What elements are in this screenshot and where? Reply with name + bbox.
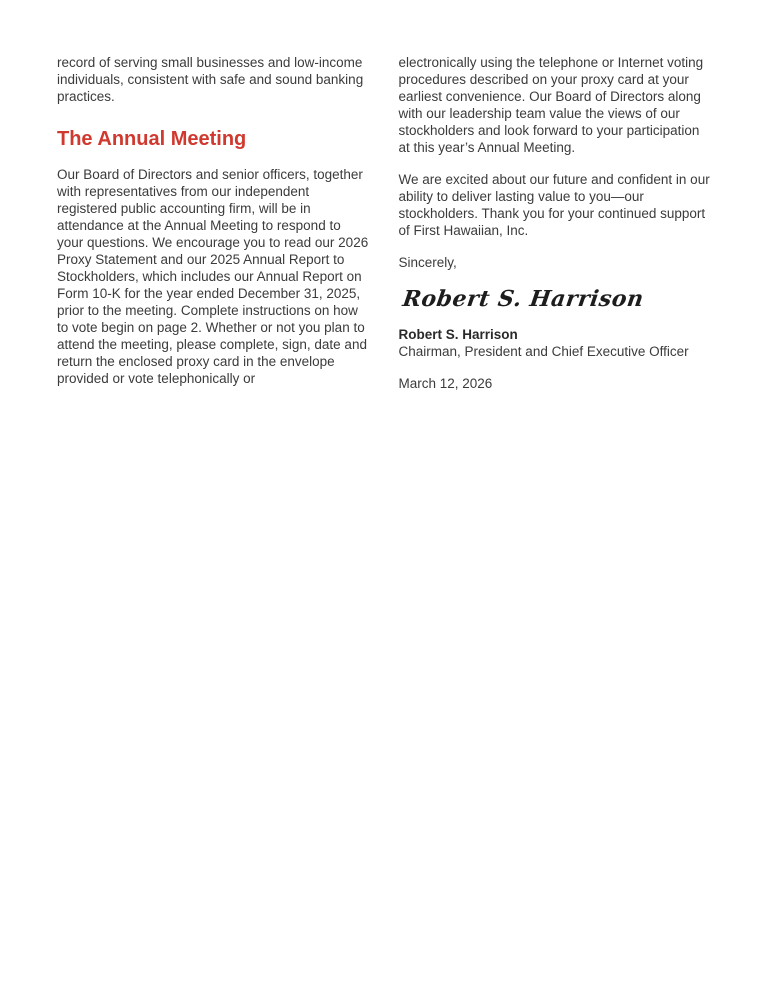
two-column-layout xyxy=(57,54,710,392)
voting-procedures-paragraph: electronically using the telephone or Internet voting procedures described on your proxy card at your earliest convenience. Our Board of Directors along with our leadership team value the views of our stockholders and look forward to your participation at this year’s Annual Meeting. xyxy=(398,55,704,155)
handwritten-signature: Robert S. Harrison xyxy=(400,286,645,312)
sincerely-line: Sincerely, xyxy=(398,255,457,270)
annual-meeting-heading: The Annual Meeting xyxy=(57,128,247,150)
right-column xyxy=(399,54,711,392)
signatory-name: Robert S. Harrison xyxy=(398,327,518,342)
left-column xyxy=(57,54,369,387)
annual-meeting-paragraph: Our Board of Directors and senior officers, together with representatives from our independent registered public accounting firm, will be in attendance at the Annual Meeting to respond to your questions. We encourage you to read our 2026 Proxy Statement and our 2025 Annual Report to Stockholders, which includes our Annual Report on Form 10-K for the year ended December 31, 2025, prior to the meeting. Complete instructions on how to vote begin on page 2. Whether or not you plan to attend the meeting, please complete, sign, date and return the enclosed proxy card in the envelope provided or vote telephonically or xyxy=(57,167,369,386)
closing-remarks-paragraph: We are excited about our future and confident in our ability to deliver lasting value to you—our stockholders. Thank you for your continued support of First Hawaiian, Inc. xyxy=(398,172,710,238)
intro-continuation-paragraph: record of serving small businesses and low-income individuals, consistent with safe and sound banking practices. xyxy=(57,55,364,104)
signatory-title: Chairman, President and Chief Executive Officer xyxy=(398,344,689,359)
letter-date: March 12, 2026 xyxy=(398,376,493,391)
